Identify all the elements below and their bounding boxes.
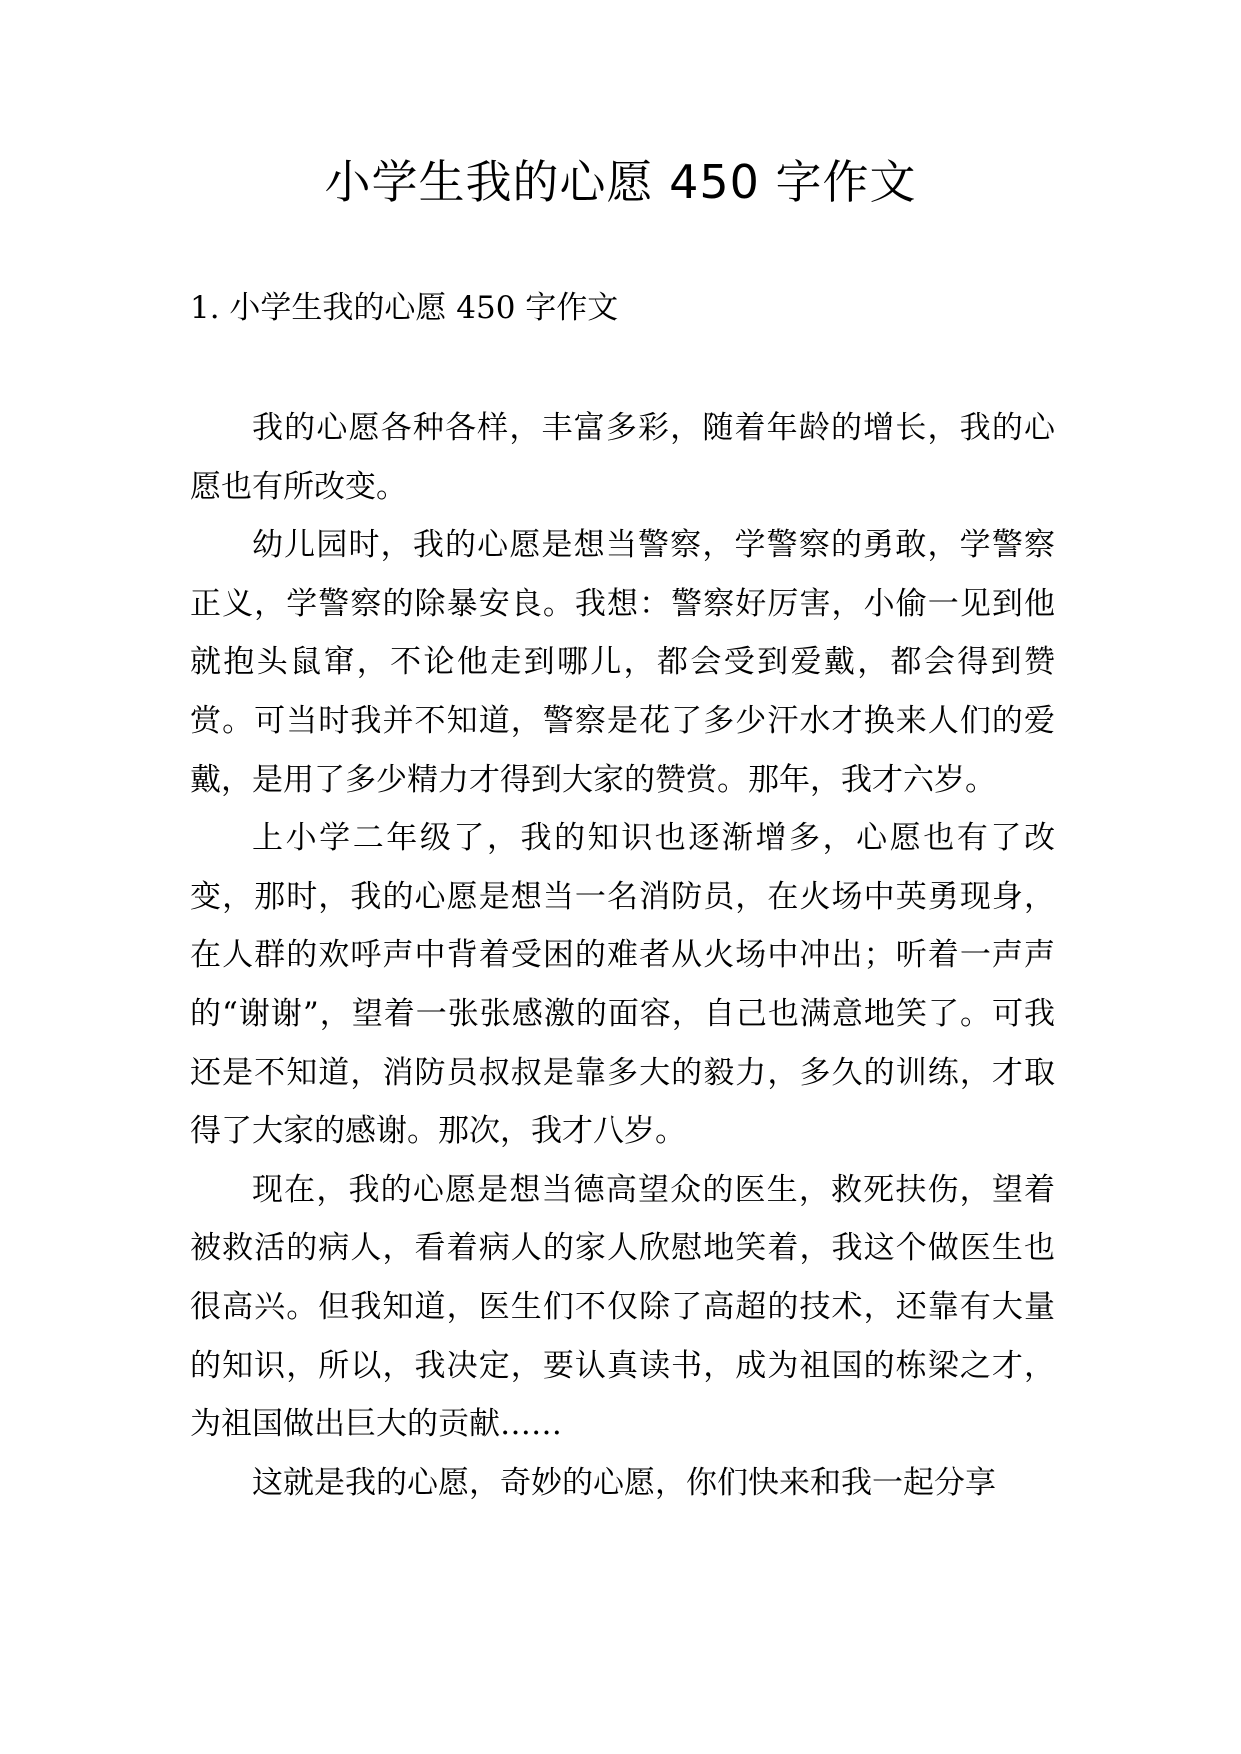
paragraph-3: 上小学二年级了，我的知识也逐渐增多，心愿也有了改变，那时，我的心愿是想当一名消防员，在火场中英勇现身，在人群的欢呼声中背着受困的难者从火场中冲出；听着一声声的“谢谢”，望着一张张感激的面容，自己也满意地笑了。可我还是不知道，消防员叔叔是靠多大的毅力，多久的训练，才取得了大家的感谢。那次，我才八岁。 <box>190 820 1055 1150</box>
paragraph-5: 这就是我的心愿，奇妙的心愿，你们快来和我一起分享 <box>252 1464 996 1501</box>
document-title: 小学生我的心愿 450 字作文 <box>324 155 917 209</box>
section-heading: 1. 小学生我的心愿 450 字作文 <box>190 290 619 326</box>
essay-body <box>190 399 1055 1512</box>
paragraph-4: 现在，我的心愿是想当德高望众的医生，救死扶伤，望着被救活的病人，看着病人的家人欣慰地笑着，我这个做医生也很高兴。但我知道，医生们不仅除了高超的技术，还靠有大量的知识，所以，我决定，要认真读书，成为祖国的栋梁之才，为祖国做出巨大的贡献…… <box>190 1171 1055 1443</box>
paragraph-1: 我的心愿各种各样，丰富多彩，随着年龄的增长，我的心愿也有所改变。 <box>190 410 1055 505</box>
paragraph-2: 幼儿园时，我的心愿是想当警察，学警察的勇敢，学警察正义，学警察的除暴安良。我想：警察好厉害，小偷一见到他就抱头鼠窜，不论他走到哪儿，都会受到爱戴，都会得到赞赏。可当时我并不知道，警察是花了多少汗水才换来人们的爱戴，是用了多少精力才得到大家的赞赏。那年，我才六岁。 <box>190 527 1055 798</box>
